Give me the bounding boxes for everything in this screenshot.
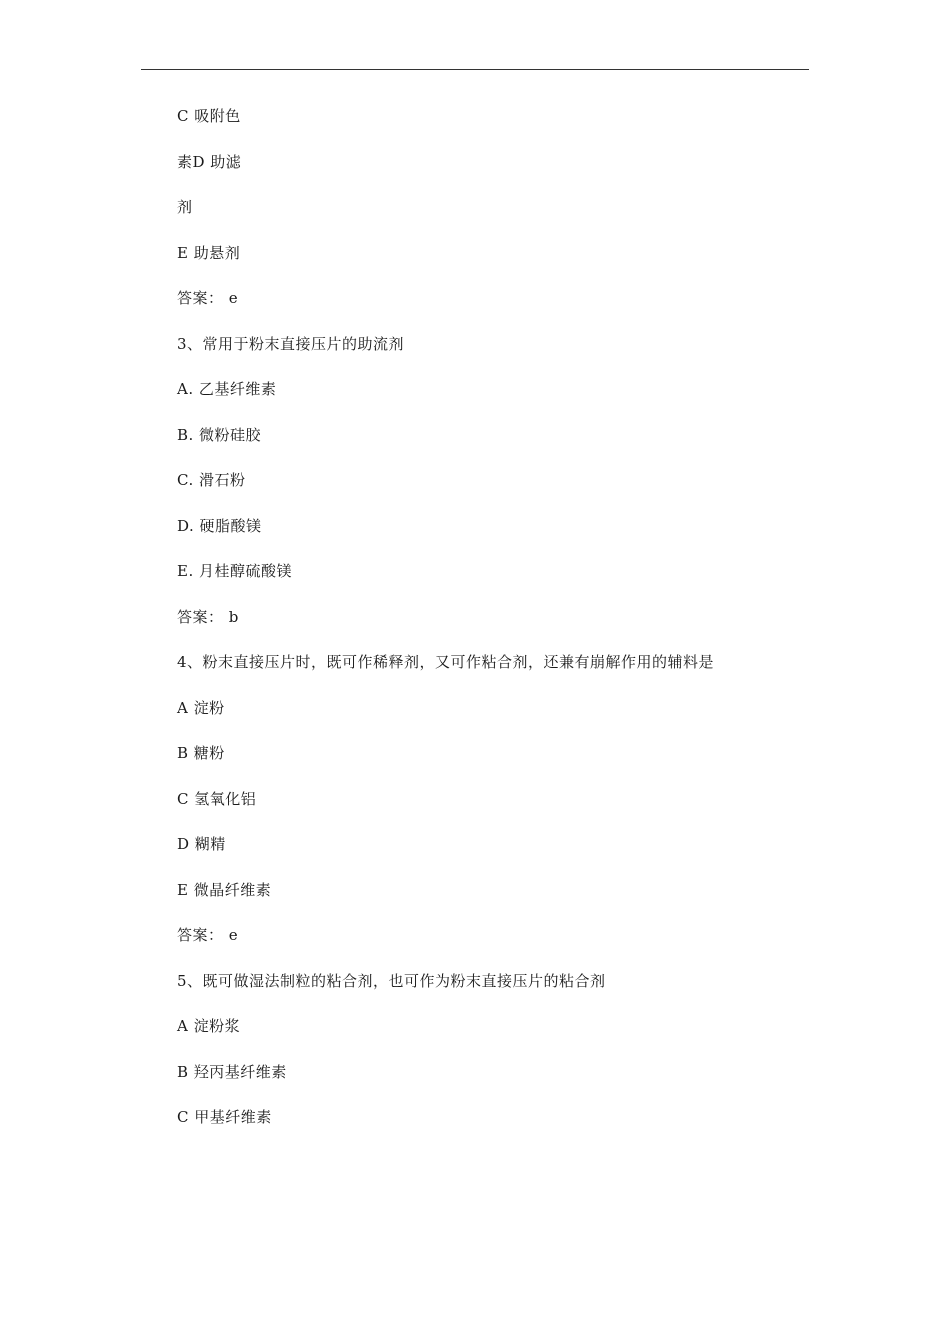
- option-line: D 糊精: [177, 835, 226, 853]
- option-line: C 吸附色: [177, 107, 241, 125]
- option-line: 剂: [177, 198, 193, 216]
- option-line: C. 滑石粉: [177, 471, 246, 489]
- header-rule: [141, 69, 809, 70]
- question-line: 4、粉末直接压片时，既可作稀释剂，又可作粘合剂，还兼有崩解作用的辅料是: [177, 653, 715, 671]
- answer-line: 答案： e: [177, 289, 239, 307]
- option-line: A. 乙基纤维素: [177, 380, 277, 398]
- option-line: C 甲基纤维素: [177, 1108, 272, 1126]
- question-line: 3、常用于粉末直接压片的助流剂: [177, 334, 405, 353]
- option-line: D. 硬脂酸镁: [177, 516, 262, 535]
- option-line: A 淀粉: [177, 698, 225, 717]
- answer-line: 答案： b: [177, 607, 239, 626]
- answer-line: 答案： e: [177, 926, 239, 944]
- option-line: C 氢氧化铝: [177, 789, 257, 808]
- option-line: E 微晶纤维素: [177, 880, 272, 899]
- option-line: E 助悬剂: [177, 243, 241, 262]
- option-line: B. 微粉硅胶: [177, 425, 262, 444]
- option-line: A 淀粉浆: [177, 1017, 241, 1035]
- document-body: [177, 104, 817, 1151]
- question-line: 5、既可做湿法制粒的粘合剂，也可作为粉末直接压片的粘合剂: [177, 971, 606, 990]
- option-line: B 糖粉: [177, 744, 225, 762]
- option-line: E. 月桂醇硫酸镁: [177, 562, 292, 580]
- option-line: B 羟丙基纤维素: [177, 1062, 287, 1081]
- option-line: 素D 助滤: [177, 152, 242, 171]
